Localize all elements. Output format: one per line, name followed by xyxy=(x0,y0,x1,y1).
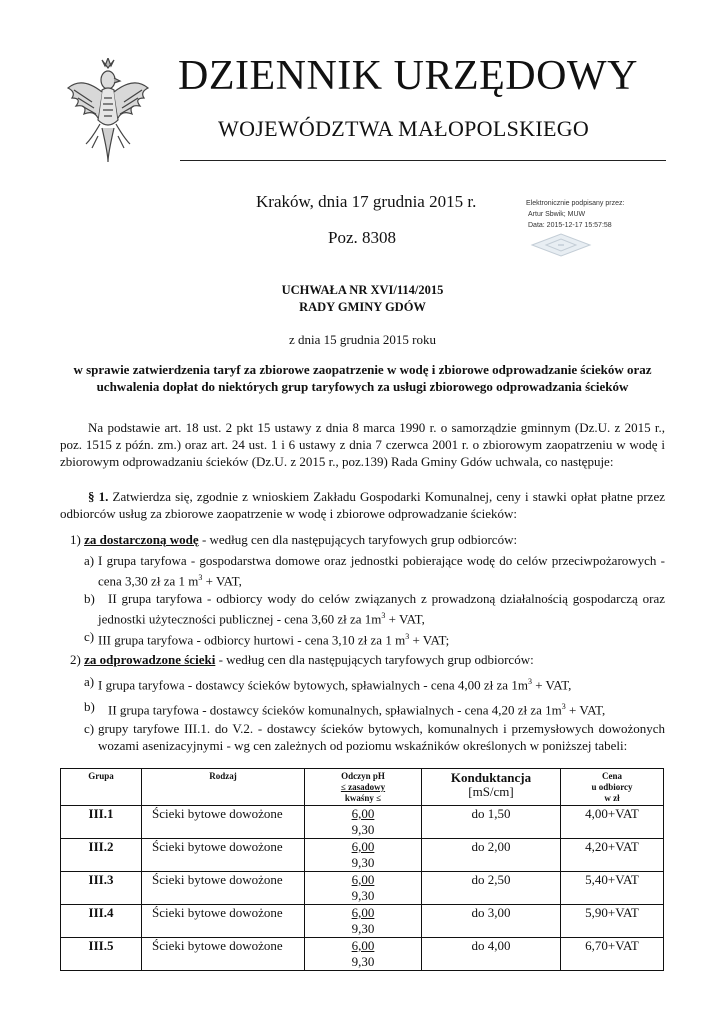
cell-ph xyxy=(305,839,422,872)
vat-suffix: + VAT, xyxy=(202,573,242,589)
resolution-body: RADY GMINY GDÓW xyxy=(299,300,426,314)
ph-top: 6,00 xyxy=(351,872,375,887)
water-group-3 xyxy=(98,628,665,648)
cell-rodzaj: Ścieki bytowe dowożone xyxy=(142,806,305,839)
water-group-2 xyxy=(98,590,665,627)
vat-suffix: + VAT, xyxy=(385,611,425,627)
header-cena-sub: u odbiorcy xyxy=(591,782,633,792)
vat-suffix: + VAT, xyxy=(565,702,606,718)
cell-cena: 5,90+VAT xyxy=(561,905,664,938)
cell-rodzaj: Ścieki bytowe dowożone xyxy=(142,905,305,938)
resolution-title: UCHWAŁA NR XVI/114/2015 xyxy=(281,283,444,297)
sewage-rest: - według cen dla następujących taryfowych grup odbiorców: xyxy=(215,652,534,667)
cell-ph xyxy=(305,938,422,971)
header-cena-title: Cena xyxy=(602,771,622,781)
sewage-section xyxy=(70,651,665,668)
header-rodzaj: Rodzaj xyxy=(142,769,305,806)
sewage-group-2 xyxy=(108,698,665,718)
superscript: 3 xyxy=(561,702,566,711)
table-row xyxy=(61,905,664,938)
header-ph-title: Odczyn pH xyxy=(341,771,385,781)
ph-bottom: 9,30 xyxy=(351,888,375,903)
resolution-heading xyxy=(60,282,665,316)
ph-bottom: 9,30 xyxy=(351,855,375,870)
cell-kond: do 2,00 xyxy=(422,839,561,872)
cell-cena: 5,40+VAT xyxy=(561,872,664,905)
place-date: Kraków, dnia 17 grudnia 2015 r. xyxy=(256,192,477,211)
cell-grupa: III.3 xyxy=(61,872,142,905)
tariff-table xyxy=(60,768,664,971)
water-section xyxy=(70,531,665,548)
header-ph-alkaline: ≤ zasadowy xyxy=(340,782,386,792)
superscript: 3 xyxy=(527,677,532,686)
ph-bottom: 9,30 xyxy=(351,822,375,837)
table-row xyxy=(61,872,664,905)
header-ph xyxy=(305,769,422,806)
subject-line-1: w sprawie zatwierdzenia taryf za zbiorowe zaopatrzenie w wodę i zbiorowe odprowadzanie ścieków oraz xyxy=(73,362,652,377)
water-group-3-text: III grupa taryfowa - odbiorcy hurtowi - cena 3,10 zł za 1 m xyxy=(98,632,406,648)
vat-suffix: + VAT, xyxy=(531,677,572,693)
cell-rodzaj: Ścieki bytowe dowożone xyxy=(142,938,305,971)
sewage-label: za odprowadzone ścieki xyxy=(84,652,216,667)
water-group-2-text: II grupa taryfowa - odbiorcy wody do celów związanych z prowadzoną działalnością gospodarczą oraz jednostki użyteczności publicznej - cena 3,60 zł za 1m xyxy=(98,591,665,627)
water-label: za dostarczoną wodę xyxy=(84,532,199,547)
water-rest: - według cen dla następujących taryfowych grup odbiorców: xyxy=(198,532,518,547)
header-divider xyxy=(180,160,666,161)
resolution-date: z dnia 15 grudnia 2015 roku xyxy=(289,332,436,347)
cell-kond: do 4,00 xyxy=(422,938,561,971)
sewage-group-1-text: I grupa taryfowa - dostawcy ścieków bytowych, spławialnych - cena 4,00 zł za 1m xyxy=(98,677,528,693)
cell-ph xyxy=(305,905,422,938)
item-number: 2) xyxy=(70,652,81,667)
header-grupa: Grupa xyxy=(61,769,142,806)
paragraph-text: Zatwierdza się, zgodnie z wnioskiem Zakładu Gospodarki Komunalnej, ceny i stawki opłat płatne przez odbiorców usług za zbiorowe zaopatrzenie w wodę i zbiorowe odprowadzanie ścieków: xyxy=(60,489,665,521)
table-row xyxy=(61,938,664,971)
table-row xyxy=(61,806,664,839)
cell-grupa: III.1 xyxy=(61,806,142,839)
header-konduktancja xyxy=(422,769,561,806)
item-letter: c) xyxy=(84,721,95,736)
header-ph-acidic: kwaśny ≤ xyxy=(344,793,382,803)
water-group-1 xyxy=(98,552,665,589)
header-kond-unit: [mS/cm] xyxy=(468,784,514,799)
cell-kond: do 1,50 xyxy=(422,806,561,839)
legal-basis: Na podstawie art. 18 ust. 2 pkt 15 ustawy z dnia 8 marca 1990 r. o samorządzie gminnym (Dz.U. z 2015 r., poz. 1515 z późn. zm.) oraz art. 24 ust. 1 i 6 ustawy z dnia 7 czerwca 2001 r. o zbiorowym zaopatrzeniu w wodę i zbiorowym odprowadzaniu ścieków (Dz.U. z 2015 r., poz.139) Rada Gminy Gdów uchwala, co następuje: xyxy=(60,420,665,469)
ph-top: 6,00 xyxy=(351,905,375,920)
water-group-1-text: I grupa taryfowa - gospodarstwa domowe oraz jednostki pobierające wodę do celów przeciwpożarowych - cena 3,30 zł za 1 m xyxy=(98,553,665,589)
ph-top: 6,00 xyxy=(351,806,375,821)
item-number: 1) xyxy=(70,532,81,547)
item-letter: b) xyxy=(84,591,95,606)
header-kond-title: Konduktancja xyxy=(450,770,532,785)
sewage-group-2-text: II grupa taryfowa - dostawcy ścieków komunalnych, spławialnych - cena 4,20 zł za 1m xyxy=(108,702,562,718)
eagle-emblem-icon xyxy=(62,58,154,166)
sewage-group-1 xyxy=(98,673,665,693)
header-cena xyxy=(561,769,664,806)
cell-kond: do 3,00 xyxy=(422,905,561,938)
subject-line-2: uchwalenia dopłat do niektórych grup taryfowych za usługi zbiorowego odprowadzania ścieków xyxy=(96,379,629,394)
ph-bottom: 9,30 xyxy=(351,954,375,969)
cell-rodzaj: Ścieki bytowe dowożone xyxy=(142,839,305,872)
table-row xyxy=(61,839,664,872)
item-letter: a) xyxy=(84,553,95,568)
table-header-row xyxy=(61,769,664,806)
ph-top: 6,00 xyxy=(351,938,375,953)
cell-ph xyxy=(305,806,422,839)
cell-rodzaj: Ścieki bytowe dowożone xyxy=(142,872,305,905)
ph-top: 6,00 xyxy=(351,839,375,854)
item-letter: a) xyxy=(84,674,95,689)
sewage-group-3: grupy taryfowe III.1. do V.2. - dostawcy ścieków bytowych, komunalnych i przemysłowych dowożonych wozami asenizacyjnymi - wg cen zależnych od poziomu wskaźników określonych w poniższej tabeli: xyxy=(98,721,665,753)
item-letter: b) xyxy=(84,699,95,714)
cell-grupa: III.5 xyxy=(61,938,142,971)
header-cena-unit: w zł xyxy=(604,793,620,803)
vat-suffix: + VAT; xyxy=(409,632,450,648)
signature-line: Elektronicznie podpisany przez: xyxy=(526,200,625,207)
paragraph-1 xyxy=(60,488,665,522)
signature-seal-icon xyxy=(528,232,594,258)
signature-date: Data: 2015-12-17 15:57:58 xyxy=(528,222,612,229)
paragraph-label: § 1. xyxy=(88,489,109,504)
ph-bottom: 9,30 xyxy=(351,921,375,936)
signature-signer: Artur Sbwik; MUW xyxy=(528,211,586,218)
superscript: 3 xyxy=(381,611,386,620)
journal-title: DZIENNIK URZĘDOWY xyxy=(178,53,638,99)
cell-cena: 4,20+VAT xyxy=(561,839,664,872)
resolution-subject xyxy=(60,361,665,395)
item-letter: c) xyxy=(84,629,95,644)
journal-subtitle: WOJEWÓDZTWA MAŁOPOLSKIEGO xyxy=(218,116,590,141)
cell-cena: 4,00+VAT xyxy=(561,806,664,839)
superscript: 3 xyxy=(405,632,410,641)
cell-grupa: III.2 xyxy=(61,839,142,872)
cell-kond: do 2,50 xyxy=(422,872,561,905)
cell-cena: 6,70+VAT xyxy=(561,938,664,971)
superscript: 3 xyxy=(198,573,203,582)
position-number: Poz. 8308 xyxy=(328,228,396,247)
cell-ph xyxy=(305,872,422,905)
electronic-signature xyxy=(526,198,624,231)
cell-grupa: III.4 xyxy=(61,905,142,938)
